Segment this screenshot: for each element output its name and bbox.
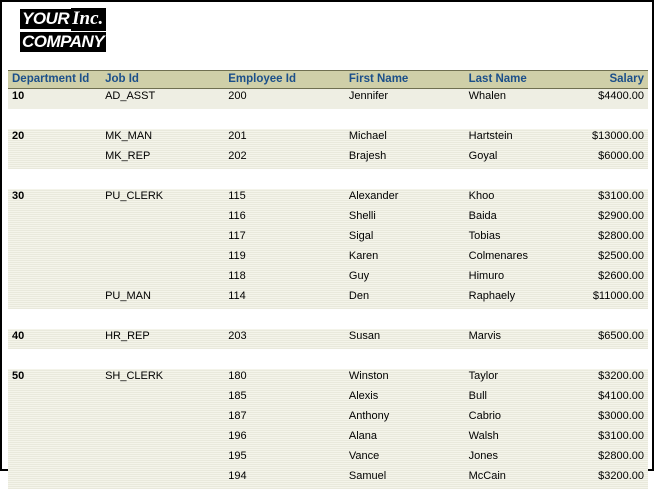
table-row (8, 409, 648, 429)
cell-employee-id: 116 (224, 209, 345, 229)
column-header-job-id: Job Id (101, 71, 224, 89)
cell-job-id (101, 229, 224, 249)
cell-salary: $2800.00 (588, 449, 648, 469)
cell-first-name: Brajesh (345, 149, 465, 169)
cell-employee-id: 117 (224, 229, 345, 249)
cell-salary: $3100.00 (588, 189, 648, 209)
cell-department-id (8, 409, 101, 429)
cell-job-id (101, 429, 224, 449)
table-row (8, 149, 648, 169)
cell-last-name: Walsh (465, 429, 588, 449)
cell-first-name: Vance (345, 449, 465, 469)
cell-job-id (101, 269, 224, 289)
table-row (8, 189, 648, 209)
logo-inc-text: Inc. (71, 8, 106, 31)
table-row (8, 389, 648, 409)
cell-salary: $3100.00 (588, 429, 648, 449)
cell-job-id: PU_MAN (101, 289, 224, 309)
cell-employee-id: 203 (224, 329, 345, 349)
cell-last-name: Jones (465, 449, 588, 469)
cell-department-id (8, 429, 101, 449)
cell-department-id: 10 (8, 89, 101, 110)
cell-first-name: Alana (345, 429, 465, 449)
column-header-last-name: Last Name (465, 71, 588, 89)
cell-job-id: HR_REP (101, 329, 224, 349)
column-header-first-name: First Name (345, 71, 465, 89)
cell-job-id (101, 449, 224, 469)
spacer-cell (8, 349, 648, 369)
cell-last-name: Colmenares (465, 249, 588, 269)
table-row (8, 209, 648, 229)
table-row (8, 269, 648, 289)
spacer-cell (8, 109, 648, 129)
cell-first-name: Michael (345, 129, 465, 149)
cell-salary: $3000.00 (588, 409, 648, 429)
column-header-department-id: Department Id (8, 71, 101, 89)
table-row (8, 129, 648, 149)
table-row (8, 329, 648, 349)
cell-employee-id: 185 (224, 389, 345, 409)
employee-table (8, 70, 648, 489)
cell-first-name: Winston (345, 369, 465, 389)
cell-department-id (8, 469, 101, 489)
cell-last-name: Hartstein (465, 129, 588, 149)
cell-salary: $13000.00 (588, 129, 648, 149)
cell-department-id (8, 289, 101, 309)
cell-department-id (8, 149, 101, 169)
cell-employee-id: 195 (224, 449, 345, 469)
cell-first-name: Karen (345, 249, 465, 269)
company-logo (20, 8, 160, 54)
cell-last-name: Marvis (465, 329, 588, 349)
cell-employee-id: 118 (224, 269, 345, 289)
cell-salary: $2500.00 (588, 249, 648, 269)
cell-last-name: Raphaely (465, 289, 588, 309)
cell-last-name: Himuro (465, 269, 588, 289)
cell-employee-id: 194 (224, 469, 345, 489)
cell-first-name: Susan (345, 329, 465, 349)
cell-job-id: MK_REP (101, 149, 224, 169)
spacer-cell (8, 169, 648, 189)
cell-first-name: Den (345, 289, 465, 309)
cell-salary: $3200.00 (588, 469, 648, 489)
cell-job-id (101, 409, 224, 429)
cell-salary: $6500.00 (588, 329, 648, 349)
column-header-employee-id: Employee Id (224, 71, 345, 89)
cell-employee-id: 119 (224, 249, 345, 269)
cell-last-name: Taylor (465, 369, 588, 389)
cell-employee-id: 180 (224, 369, 345, 389)
cell-first-name: Shelli (345, 209, 465, 229)
cell-department-id: 20 (8, 129, 101, 149)
cell-salary: $3200.00 (588, 369, 648, 389)
cell-job-id: SH_CLERK (101, 369, 224, 389)
cell-employee-id: 114 (224, 289, 345, 309)
cell-first-name: Jennifer (345, 89, 465, 110)
cell-salary: $6000.00 (588, 149, 648, 169)
cell-salary: $2800.00 (588, 229, 648, 249)
cell-last-name: Khoo (465, 189, 588, 209)
table-row (8, 369, 648, 389)
table-group-spacer (8, 109, 648, 129)
cell-salary: $2600.00 (588, 269, 648, 289)
cell-first-name: Sigal (345, 229, 465, 249)
cell-employee-id: 201 (224, 129, 345, 149)
cell-salary: $4400.00 (588, 89, 648, 110)
cell-employee-id: 202 (224, 149, 345, 169)
cell-last-name: Baida (465, 209, 588, 229)
cell-last-name: Tobias (465, 229, 588, 249)
table-row (8, 229, 648, 249)
logo-top-row (20, 8, 160, 31)
cell-department-id (8, 449, 101, 469)
table-row (8, 89, 648, 110)
table-header (8, 71, 648, 89)
table-row (8, 469, 648, 489)
cell-first-name: Alexis (345, 389, 465, 409)
cell-last-name: Goyal (465, 149, 588, 169)
cell-department-id: 50 (8, 369, 101, 389)
column-header-salary: Salary (588, 71, 648, 89)
cell-first-name: Samuel (345, 469, 465, 489)
cell-last-name: Cabrio (465, 409, 588, 429)
table-group-spacer (8, 309, 648, 329)
spacer-cell (8, 309, 648, 329)
cell-department-id (8, 229, 101, 249)
cell-job-id: PU_CLERK (101, 189, 224, 209)
cell-salary: $2900.00 (588, 209, 648, 229)
cell-department-id (8, 209, 101, 229)
cell-last-name: McCain (465, 469, 588, 489)
cell-job-id (101, 389, 224, 409)
cell-job-id (101, 469, 224, 489)
table-group-spacer (8, 169, 648, 189)
table-row (8, 449, 648, 469)
cell-department-id (8, 389, 101, 409)
cell-employee-id: 187 (224, 409, 345, 429)
table-group-spacer (8, 349, 648, 369)
cell-first-name: Anthony (345, 409, 465, 429)
cell-salary: $11000.00 (588, 289, 648, 309)
logo-company-text: COMPANY (20, 32, 106, 52)
cell-job-id (101, 249, 224, 269)
cell-first-name: Guy (345, 269, 465, 289)
logo-your-text: YOUR (20, 9, 71, 29)
cell-department-id (8, 249, 101, 269)
table-header-row (8, 71, 648, 89)
cell-last-name: Bull (465, 389, 588, 409)
cell-first-name: Alexander (345, 189, 465, 209)
table-row (8, 429, 648, 449)
table-body (8, 89, 648, 489)
table-row (8, 289, 648, 309)
cell-employee-id: 115 (224, 189, 345, 209)
cell-job-id: MK_MAN (101, 129, 224, 149)
cell-department-id (8, 269, 101, 289)
cell-salary: $4100.00 (588, 389, 648, 409)
report-body (8, 70, 648, 469)
cell-department-id: 40 (8, 329, 101, 349)
cell-employee-id: 196 (224, 429, 345, 449)
cell-job-id (101, 209, 224, 229)
logo-bottom-row (20, 31, 160, 52)
cell-department-id: 30 (8, 189, 101, 209)
cell-last-name: Whalen (465, 89, 588, 110)
cell-job-id: AD_ASST (101, 89, 224, 110)
table-row (8, 249, 648, 269)
cell-employee-id: 200 (224, 89, 345, 110)
